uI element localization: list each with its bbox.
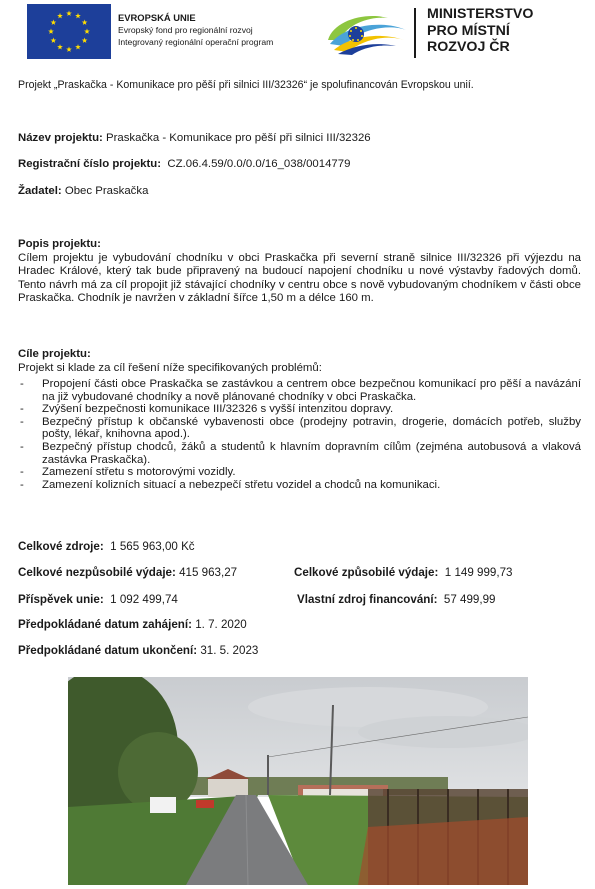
description-section [18,238,581,306]
end-date [18,644,258,658]
mmr-swoosh-icon [326,10,408,56]
applicant-label: Žadatel: [18,185,62,197]
registration-number [18,157,350,171]
own-funding-label: Vlastní zdroj financování: [297,593,438,606]
own-funding-value: 57 499,99 [443,593,496,606]
registration-label: Registrační číslo projektu: [18,158,162,170]
eu-flag-icon [27,4,111,59]
eu-contribution [18,593,178,607]
ineligible-label: Celkové nezpůsobilé výdaje: [18,566,176,579]
mmr-line3: ROZVOJ ČR [427,39,510,55]
header [0,0,595,66]
end-date-label: Předpokládané datum ukončení: [18,644,198,657]
applicant-value: Obec Praskačka [64,185,149,197]
list-item: - Zvýšení bezpečnosti komunikace III/32326 s vyšší intenzitou dopravy. [20,403,394,416]
intro-text: Projekt „Praskačka - Komunikace pro pěší při silnici III/32326“ je spolufinancován Evropskou unií. [18,79,474,91]
goals-section [18,348,581,375]
applicant [18,184,148,198]
road-photo-image [68,677,528,885]
eu-contribution-value: 1 092 499,74 [110,593,178,606]
eu-contribution-label: Příspěvek unie: [18,593,104,606]
start-date-value: 1. 7. 2020 [195,618,247,631]
project-name [18,131,371,145]
ineligible-value: 415 963,27 [179,566,238,579]
list-item: - Bezpečný přístup chodců, žáků a studentů k hlavním dopravním cílům (zejména autobusová a vlaková zastávka Praskačka). [20,440,581,466]
ineligible-expenses [18,566,237,580]
own-funding [297,593,495,607]
total-resources [18,540,195,554]
eligible-expenses [294,566,512,580]
description-text: Cílem projektu je vybudování chodníku v obci Praskačka při severní straně silnice III/32326 při výjezdu na Hradec Králové, který tak bude připravený na budoucí napojení chodníku u nové výstavby řadových domů. Tento návrh má za cíl propojit již stávající chodníky v centru obce s nově vybudovaným chodníkem v části obce Praskačka. Chodník je navržen v základní šířce 1,50 m a délce 160 m. [18,251,581,304]
eu-text [118,12,273,48]
eu-title: EVROPSKÁ UNIE [118,12,196,23]
mmr-line1: MINISTERSTVO [427,6,534,22]
end-date-value: 31. 5. 2023 [200,644,259,657]
description-heading: Popis projektu: [18,238,101,250]
list-item: - Zamezení střetu s motorovými vozidly. [20,466,236,479]
project-name-value: Praskačka - Komunikace pro pěší při silnici III/32326 [106,132,371,144]
total-value: 1 565 963,00 Kč [110,540,195,553]
goals-list [18,378,581,491]
list-item: - Zamezení kolizních situací a nebezpečí střetu vozidel a chodců na komunikaci. [20,478,441,491]
eu-program: Integrovaný regionální operační program [118,37,274,47]
total-label: Celkové zdroje: [18,540,104,553]
project-name-label: Název projektu: [18,132,103,144]
mmr-text [427,6,533,56]
mmr-line2: PRO MÍSTNÍ [427,22,510,39]
eu-fund: Evropský fond pro regionální rozvoj [118,25,253,35]
road-photo [68,677,528,885]
registration-value: CZ.06.4.59/0.0/0.0/16_038/0014779 [167,158,351,170]
start-date [18,618,247,632]
mmr-divider [414,8,416,58]
list-item: - Propojení části obce Praskačka se zastávkou a centrem obce bezpečnou komunikací pro pěší a navázání na již vybudované chodníky a nově plánované chodníky v obci Praskačka. [20,378,581,403]
list-item: - Bezpečný přístup k občanské vybavenosti obce (prodejny potravin, drogerie, domácích potřeb, služby pošty, lékař, knihovna apod.). [20,415,581,441]
goals-heading: Cíle projektu: [18,348,91,360]
start-date-label: Předpokládané datum zahájení: [18,618,192,631]
goals-intro: Projekt si klade za cíl řešení níže specifikovaných problémů: [18,361,322,374]
eligible-value: 1 149 999,73 [444,566,513,579]
eligible-label: Celkové způsobilé výdaje: [294,566,439,579]
